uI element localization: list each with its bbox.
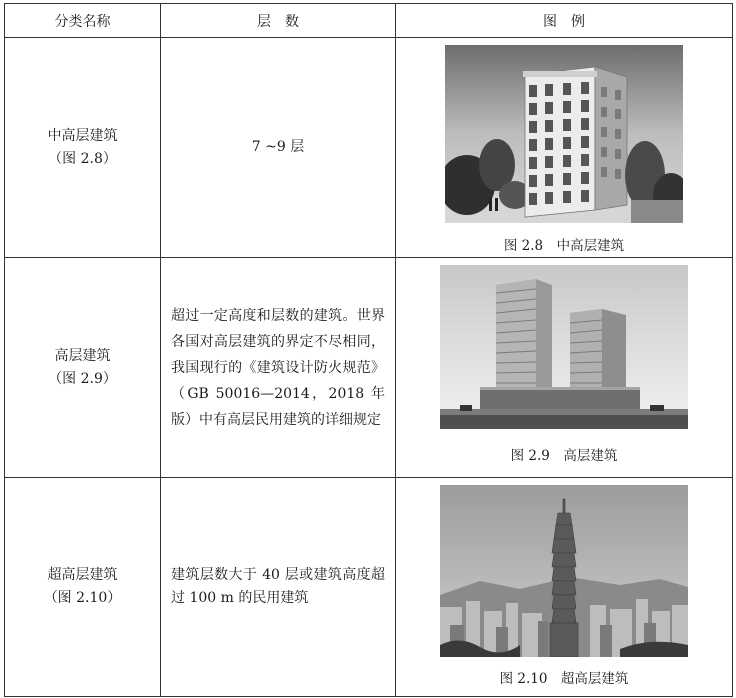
category-name: 中高层建筑 [47, 127, 118, 144]
table-row [5, 478, 733, 697]
building-classification-table [4, 3, 733, 697]
category-name: 超高层建筑 [47, 567, 118, 583]
header-floors: 层 数 [161, 4, 396, 38]
table-row [5, 258, 733, 478]
figure-caption: 图 2.8 中高层建筑 [503, 238, 625, 254]
skyscraper-city-photo [440, 485, 688, 657]
figure-cell [396, 38, 733, 258]
category-name: 高层建筑 [54, 347, 111, 364]
floors-description: 建筑层数大于 40 层或建筑高度超过 100 m 的民用建筑 [171, 567, 385, 606]
floors-description: 超过一定高度和层数的建筑。世界各国对高层建筑的界定不尽相同，我国现行的《建筑设计防火规范》（GB 50016—2014，2018 年版）中有高层民用建筑的详细规定 [171, 307, 385, 428]
category-cell [5, 478, 161, 697]
high-rise-buildings-photo [440, 265, 688, 429]
figure-cell [396, 258, 733, 478]
figure-ref: （图 2.8） [48, 150, 117, 167]
figure-cell [396, 478, 733, 697]
header-row [5, 4, 733, 38]
floors-cell: 7 ~9 层 [161, 38, 396, 258]
category-cell [5, 258, 161, 478]
header-category: 分类名称 [5, 4, 161, 38]
figure-caption: 图 2.9 高层建筑 [510, 448, 618, 464]
floors-cell [161, 258, 396, 478]
floors-cell [161, 478, 396, 697]
category-cell [5, 38, 161, 258]
figure-caption: 图 2.10 超高层建筑 [499, 671, 629, 687]
mid-rise-building-photo [445, 45, 683, 223]
header-example: 图 例 [396, 4, 733, 38]
figure-ref: （图 2.9） [48, 370, 117, 387]
figure-ref: （图 2.10） [43, 590, 122, 606]
table-row [5, 38, 733, 258]
